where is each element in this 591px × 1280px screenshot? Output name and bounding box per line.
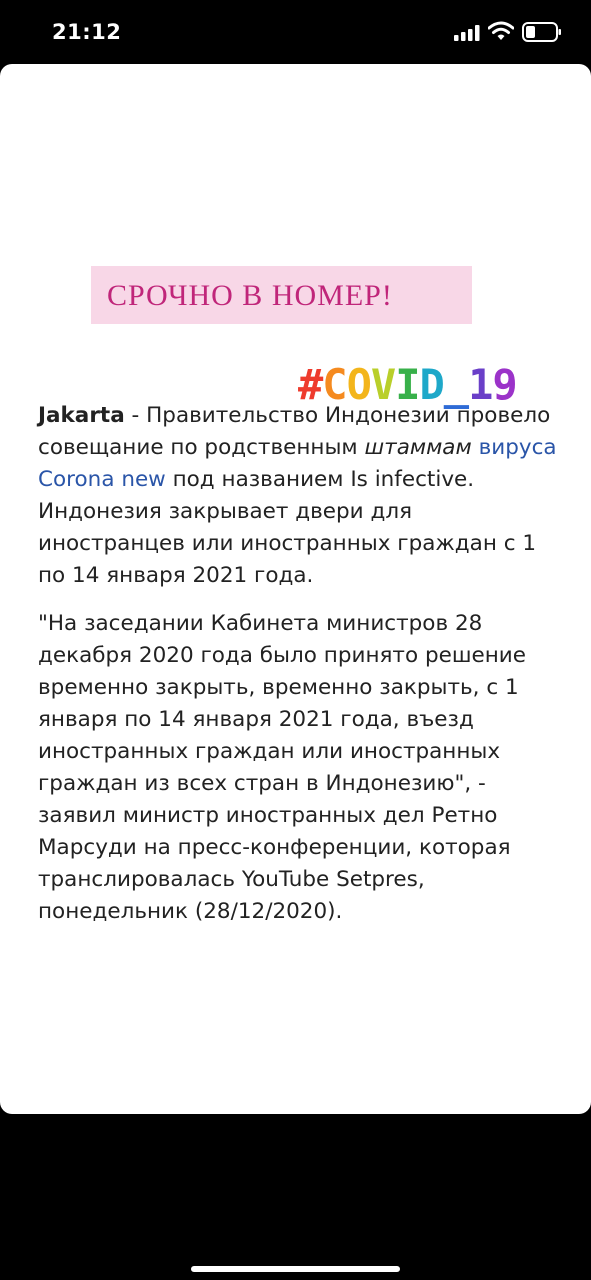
wifi-icon bbox=[488, 21, 514, 41]
hashtag-char: _ bbox=[443, 360, 469, 409]
virus-link[interactable]: вируса Corona new bbox=[38, 435, 557, 492]
bottom-bar bbox=[0, 1114, 591, 1280]
banner-text: СРОЧНО В НОМЕР! bbox=[107, 279, 393, 312]
paragraph-1-text: - Правительство Индонезии провело совещание по родственным bbox=[38, 403, 551, 460]
hashtag-char: 9 bbox=[492, 360, 517, 409]
hashtag-char: I bbox=[395, 360, 420, 409]
hashtag-char: # bbox=[298, 360, 323, 409]
paragraph-1-text-end: под названием Is infective. Индонезия закрывает двери для иностранцев или иностранных граждан с 1 по 14 января 2021 года. bbox=[38, 467, 537, 588]
hashtag-char: 1 bbox=[468, 360, 493, 409]
space bbox=[472, 435, 479, 460]
status-bar bbox=[0, 0, 591, 64]
hashtag-char: O bbox=[346, 360, 371, 409]
hashtag-char: D bbox=[419, 360, 444, 409]
article-paragraph-2: "На заседании Кабинета министров 28 декабря 2020 года было принято решение временно закрыть, временно закрыть, с 1 января по 14 января 2021 года, въезд иностранных граждан или иностранных граждан из всех стран в Индонезию", - заявил министр иностранных дел Ретно Марсуди на пресс-конференции, которая транслировалась YouTube Setpres, понедельник (28/12/2020). bbox=[38, 611, 526, 924]
signal-icon bbox=[454, 25, 480, 41]
italic-word: штаммам bbox=[364, 435, 472, 460]
hashtag-char: C bbox=[322, 360, 347, 409]
home-indicator[interactable] bbox=[191, 1266, 400, 1272]
dateline-city: Jakarta bbox=[38, 403, 125, 428]
urgent-banner bbox=[91, 266, 472, 324]
article-body bbox=[38, 400, 558, 944]
battery-icon bbox=[522, 22, 562, 42]
status-time: 21:12 bbox=[52, 20, 122, 44]
article-paragraph-1 bbox=[38, 400, 558, 592]
hashtag-char: V bbox=[370, 360, 396, 409]
